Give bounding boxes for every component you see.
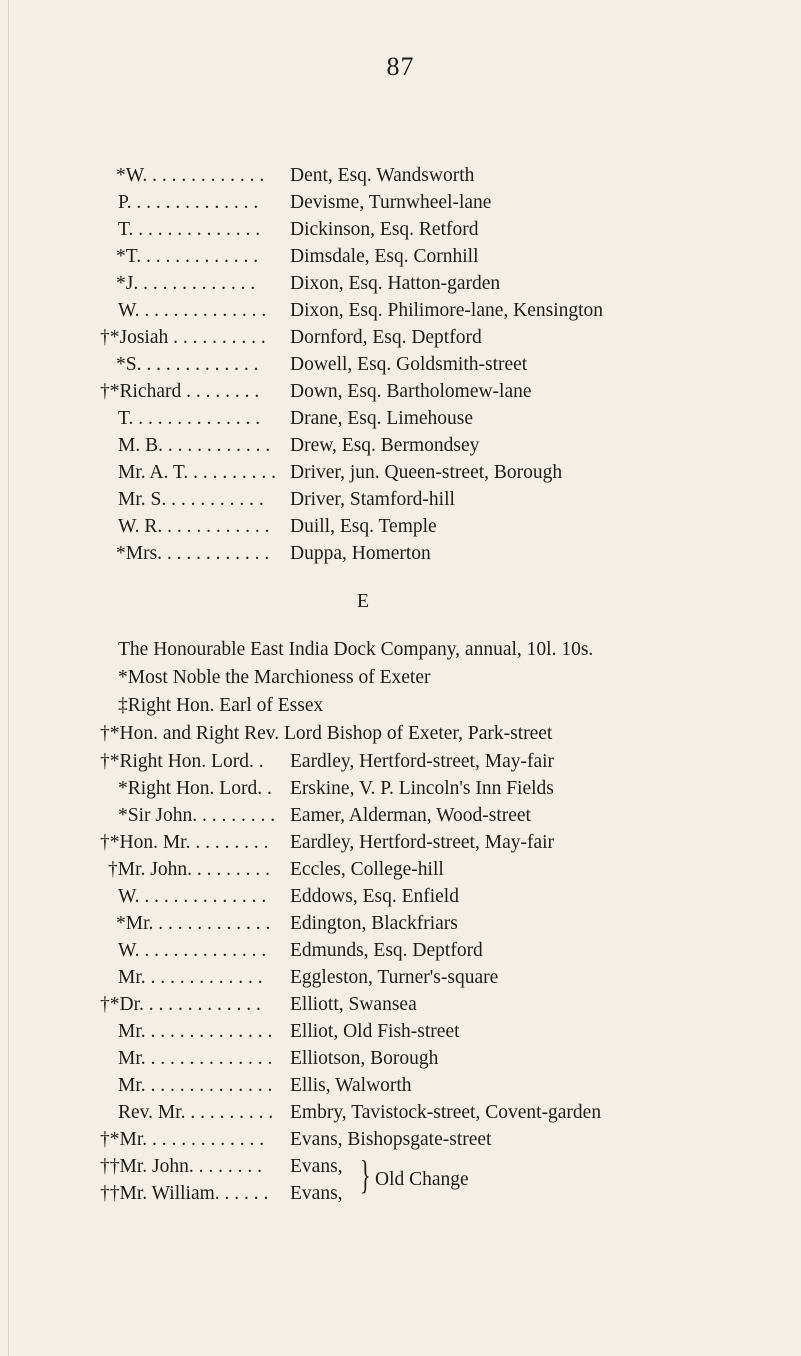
entry-text: Erskine, V. P. Lincoln's Inn Fields xyxy=(290,778,554,799)
entry-prefix: Mr. S. . . . . . . . . . . xyxy=(118,489,264,510)
entry-text: Dent, Esq. Wandsworth xyxy=(290,165,475,186)
entry-text: Elliott, Swansea xyxy=(290,994,417,1015)
page-number: 87 xyxy=(386,52,415,81)
entry-text: Dowell, Esq. Goldsmith-street xyxy=(290,354,528,375)
entry-text: Dixon, Esq. Philimore-lane, Kensington xyxy=(290,300,604,321)
entry-prefix: ††Mr. William. . . . . . xyxy=(100,1183,269,1204)
section-heading: E xyxy=(356,590,370,612)
entry-text: Eamer, Alderman, Wood-street xyxy=(290,805,531,826)
entry-text: Duill, Esq. Temple xyxy=(290,516,437,537)
entry-prefix: †*Richard . . . . . . . . xyxy=(100,381,260,402)
entry-text: Evans, xyxy=(290,1183,343,1204)
entry-text: Dimsdale, Esq. Cornhill xyxy=(290,246,479,267)
entry-text: Elliot, Old Fish-street xyxy=(290,1021,460,1042)
entry-text: Eggleston, Turner's-square xyxy=(290,967,499,988)
brace-symbol: } xyxy=(360,1152,371,1197)
entry-text: Devisme, Turnwheel-lane xyxy=(290,192,492,213)
entry-text: Embry, Tavistock-street, Covent-garden xyxy=(290,1102,602,1123)
entry-text: Edmunds, Esq. Deptford xyxy=(290,940,483,961)
entry-prefix: †*Dr. . . . . . . . . . . . . xyxy=(100,994,261,1015)
entry-prefix: Mr. A. T. . . . . . . . . . xyxy=(118,462,276,483)
entry-prefix: P. . . . . . . . . . . . . . xyxy=(118,192,259,213)
entry-text: Evans, Bishopsgate-street xyxy=(290,1129,492,1150)
entry-prefix: †*Mr. . . . . . . . . . . . . xyxy=(100,1129,265,1150)
entry-prefix: *S. . . . . . . . . . . . . xyxy=(116,354,259,375)
entry-text: Dixon, Esq. Hatton-garden xyxy=(290,273,501,294)
entry-prefix: *Right Hon. Lord. . xyxy=(118,778,272,799)
entry-prefix: W. . . . . . . . . . . . . . xyxy=(118,300,267,321)
entry-text: Driver, jun. Queen-street, Borough xyxy=(290,462,563,483)
entry-text: Elliotson, Borough xyxy=(290,1048,439,1069)
entry-prefix: W. R. . . . . . . . . . . . xyxy=(118,516,270,537)
entry-prefix: Mr. . . . . . . . . . . . . . xyxy=(118,1048,273,1069)
text-line: *Most Noble the Marchioness of Exeter xyxy=(118,667,431,688)
entry-prefix: *W. . . . . . . . . . . . . xyxy=(116,165,265,186)
entry-prefix: W. . . . . . . . . . . . . . xyxy=(118,886,267,907)
entry-text: Evans, xyxy=(290,1156,343,1177)
entry-prefix: T. . . . . . . . . . . . . . xyxy=(118,408,261,429)
entry-prefix: Mr. . . . . . . . . . . . . xyxy=(118,967,263,988)
entry-prefix: T. . . . . . . . . . . . . . xyxy=(118,219,261,240)
entry-prefix: ††Mr. John. . . . . . . . xyxy=(100,1156,262,1177)
entry-text: Eardley, Hertford-street, May-fair xyxy=(290,751,555,772)
entry-text: Dickinson, Esq. Retford xyxy=(290,219,479,240)
entry-text: Duppa, Homerton xyxy=(290,543,431,564)
entry-text: Down, Esq. Bartholomew-lane xyxy=(290,381,532,402)
entry-text: Drew, Esq. Bermondsey xyxy=(290,435,480,456)
entry-text: Edington, Blackfriars xyxy=(290,913,458,934)
entry-prefix: †*Hon. Mr. . . . . . . . . xyxy=(100,832,269,853)
page-edge-line xyxy=(8,0,9,1356)
entry-prefix: *Mr. . . . . . . . . . . . . xyxy=(116,913,271,934)
entry-text: Driver, Stamford-hill xyxy=(290,489,455,510)
entry-prefix: †*Josiah . . . . . . . . . . xyxy=(100,327,266,348)
entry-prefix: *T. . . . . . . . . . . . . xyxy=(116,246,259,267)
text-line: The Honourable East India Dock Company, annual, 10l. 10s. xyxy=(118,639,594,660)
entry-text: Dornford, Esq. Deptford xyxy=(290,327,482,348)
bracket-note: Old Change xyxy=(375,1169,469,1190)
entry-prefix: M. B. . . . . . . . . . . . xyxy=(118,435,271,456)
entry-prefix: †*Right Hon. Lord. . xyxy=(100,751,264,772)
entry-prefix: *J. . . . . . . . . . . . . xyxy=(116,273,256,294)
text-line: ‡Right Hon. Earl of Essex xyxy=(118,695,324,716)
entry-text: Eccles, College-hill xyxy=(290,859,444,880)
entry-text: Ellis, Walworth xyxy=(290,1075,412,1096)
entry-prefix: Rev. Mr. . . . . . . . . . xyxy=(118,1102,274,1123)
entry-text: Eddows, Esq. Enfield xyxy=(290,886,459,907)
entry-text: Eardley, Hertford-street, May-fair xyxy=(290,832,555,853)
entry-prefix: Mr. . . . . . . . . . . . . . xyxy=(118,1075,273,1096)
entry-prefix: Mr. . . . . . . . . . . . . . xyxy=(118,1021,273,1042)
entry-text: Drane, Esq. Limehouse xyxy=(290,408,474,429)
text-line: †*Hon. and Right Rev. Lord Bishop of Exeter, Park-street xyxy=(100,723,553,744)
entry-prefix: *Mrs. . . . . . . . . . . . xyxy=(116,543,270,564)
entry-prefix: W. . . . . . . . . . . . . . xyxy=(118,940,267,961)
entry-prefix: †Mr. John. . . . . . . . . xyxy=(108,859,270,880)
entry-prefix: *Sir John. . . . . . . . . xyxy=(118,805,276,826)
